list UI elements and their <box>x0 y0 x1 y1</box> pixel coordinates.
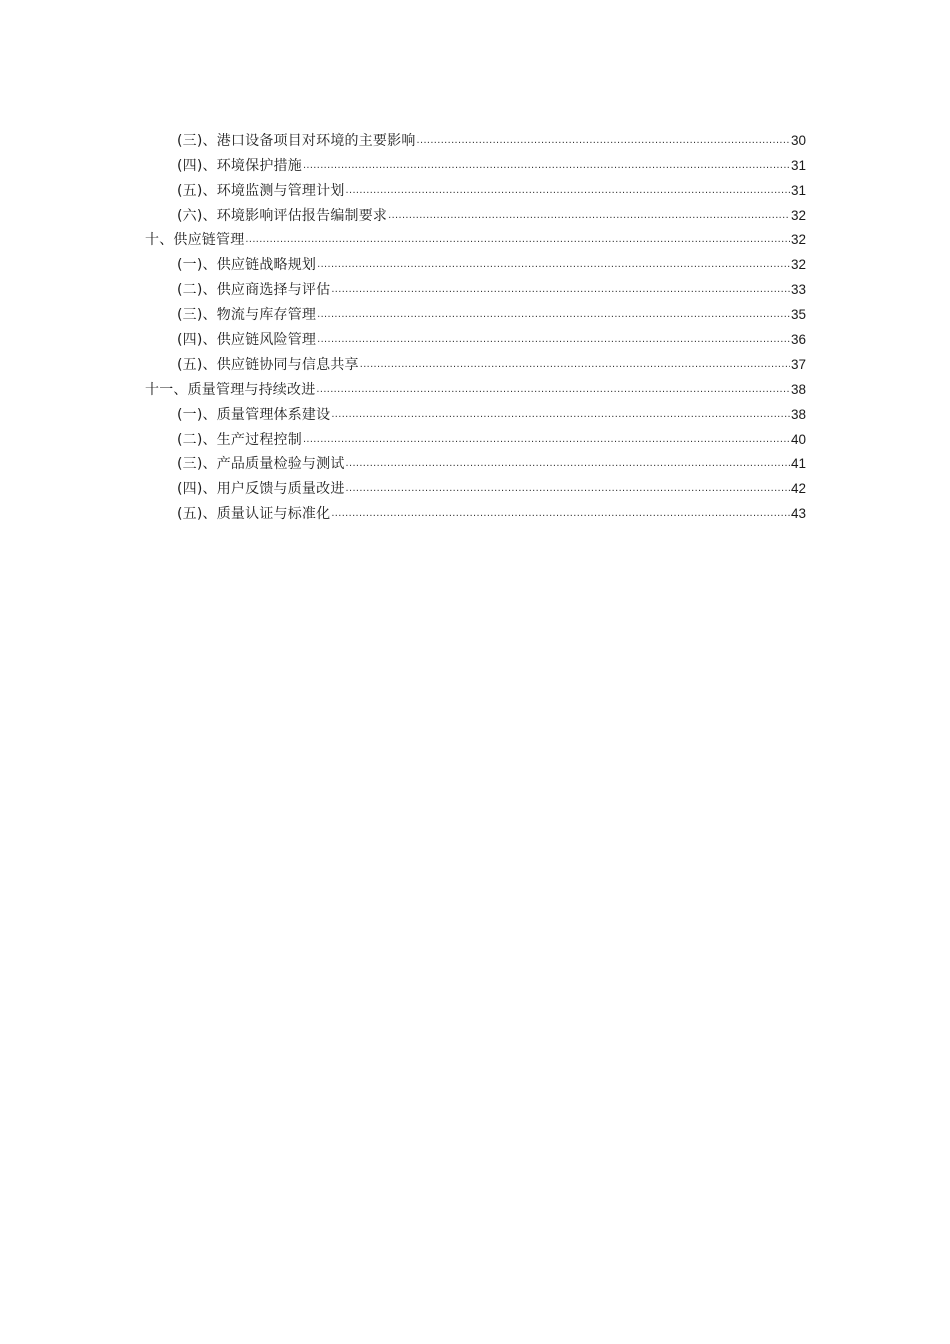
table-of-contents <box>145 125 806 523</box>
toc-entry-page: 32 <box>790 232 806 248</box>
toc-entry[interactable] <box>145 150 806 175</box>
toc-entry-title: (四)、供应链风险管理 <box>177 332 317 349</box>
toc-dot-leader <box>317 306 790 324</box>
toc-entry[interactable] <box>145 349 806 374</box>
toc-dot-leader <box>331 505 790 523</box>
toc-dot-leader <box>346 182 790 200</box>
toc-entry-title: 十一、质量管理与持续改进 <box>145 381 316 398</box>
toc-entry-page: 31 <box>790 157 806 173</box>
toc-entry-page: 35 <box>790 307 806 323</box>
toc-entry-title: (四)、环境保护措施 <box>177 157 302 174</box>
toc-dot-leader <box>303 157 790 175</box>
toc-entry[interactable] <box>145 498 806 523</box>
toc-entry-title: (二)、供应商选择与评估 <box>177 282 331 299</box>
toc-dot-leader <box>317 256 790 274</box>
toc-entry[interactable] <box>145 175 806 200</box>
toc-entry-title: (三)、物流与库存管理 <box>177 307 317 324</box>
toc-dot-leader <box>331 281 790 299</box>
toc-dot-leader <box>360 356 790 374</box>
toc-dot-leader <box>317 331 790 349</box>
toc-entry[interactable] <box>145 449 806 474</box>
toc-dot-leader <box>346 455 790 473</box>
toc-entry-title: (三)、港口设备项目对环境的主要影响 <box>177 132 416 149</box>
toc-entry[interactable] <box>145 424 806 449</box>
toc-entry[interactable] <box>145 125 806 150</box>
toc-entry-page: 43 <box>790 506 806 522</box>
toc-entry[interactable] <box>145 274 806 299</box>
toc-entry-page: 36 <box>790 332 806 348</box>
toc-entry[interactable] <box>145 473 806 498</box>
toc-entry-title: (一)、供应链战略规划 <box>177 257 317 274</box>
toc-entry-page: 33 <box>790 282 806 298</box>
toc-chapter-entry[interactable] <box>145 374 806 399</box>
toc-dot-leader <box>303 431 790 449</box>
toc-entry[interactable] <box>145 200 806 225</box>
toc-entry[interactable] <box>145 399 806 424</box>
toc-entry-page: 41 <box>790 456 806 472</box>
toc-entry-title: (四)、用户反馈与质量改进 <box>177 481 345 498</box>
toc-entry-page: 38 <box>790 381 806 397</box>
toc-entry-title: 十、供应链管理 <box>145 232 245 249</box>
toc-dot-leader <box>316 381 790 399</box>
toc-entry-page: 32 <box>790 207 806 223</box>
toc-entry-title: (一)、质量管理体系建设 <box>177 406 331 423</box>
toc-entry-title: (三)、产品质量检验与测试 <box>177 456 345 473</box>
toc-dot-leader <box>417 132 790 150</box>
toc-entry-page: 37 <box>790 356 806 372</box>
toc-chapter-entry[interactable] <box>145 225 806 250</box>
toc-entry-title: (五)、供应链协同与信息共享 <box>177 356 359 373</box>
toc-entry-page: 30 <box>790 132 806 148</box>
toc-entry-title: (五)、环境监测与管理计划 <box>177 182 345 199</box>
toc-entry[interactable] <box>145 299 806 324</box>
toc-dot-leader <box>346 480 790 498</box>
toc-entry[interactable] <box>145 249 806 274</box>
toc-dot-leader <box>388 207 790 225</box>
toc-entry[interactable] <box>145 324 806 349</box>
toc-dot-leader <box>331 406 790 424</box>
toc-entry-page: 32 <box>790 257 806 273</box>
toc-entry-page: 31 <box>790 182 806 198</box>
toc-entry-title: (二)、生产过程控制 <box>177 431 302 448</box>
toc-entry-title: (五)、质量认证与标准化 <box>177 506 331 523</box>
toc-entry-page: 42 <box>790 481 806 497</box>
toc-dot-leader <box>245 231 790 249</box>
toc-entry-page: 40 <box>790 431 806 447</box>
toc-entry-page: 38 <box>790 406 806 422</box>
toc-entry-title: (六)、环境影响评估报告编制要求 <box>177 207 388 224</box>
